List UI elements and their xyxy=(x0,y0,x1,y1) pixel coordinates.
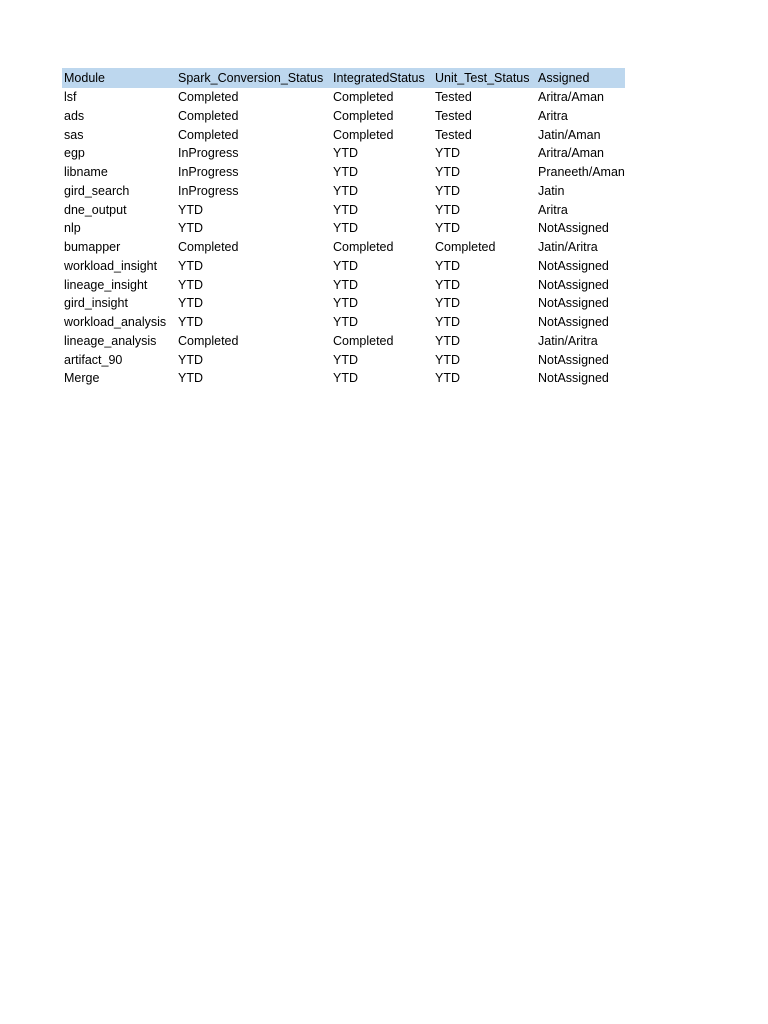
cell-unit-test-status: Tested xyxy=(435,108,472,123)
table-row xyxy=(62,351,625,370)
cell-assigned: Aritra xyxy=(538,108,568,123)
cell-module: artifact_90 xyxy=(64,352,123,367)
table-row xyxy=(62,219,625,238)
cell-assigned: NotAssigned xyxy=(538,371,609,386)
cell-integrated-status: YTD xyxy=(333,315,358,329)
header-unit-test-status: Unit_Test_Status xyxy=(433,68,536,88)
cell-assigned: Jatin/Aritra xyxy=(538,240,598,254)
cell-unit-test-status: Completed xyxy=(435,240,496,254)
cell-assigned: Jatin/Aritra xyxy=(538,333,598,348)
cell-unit-test-status: YTD xyxy=(435,277,460,292)
cell-integrated-status: Completed xyxy=(333,90,394,104)
table-row xyxy=(62,369,625,388)
cell-unit-test-status: YTD xyxy=(435,258,460,273)
cell-integrated-status: Completed xyxy=(333,240,394,254)
cell-assigned: Jatin xyxy=(538,183,565,198)
cell-integrated-status: YTD xyxy=(333,371,358,386)
cell-spark-conversion-status: YTD xyxy=(178,277,203,292)
cell-module: ads xyxy=(64,108,85,123)
cell-unit-test-status: Tested xyxy=(435,90,472,104)
cell-assigned: Jatin/Aman xyxy=(538,127,601,142)
header-assigned: Assigned xyxy=(536,68,625,88)
table-body xyxy=(62,88,625,388)
cell-spark-conversion-status: Completed xyxy=(178,90,239,104)
table-row xyxy=(62,201,625,220)
cell-unit-test-status: YTD xyxy=(435,352,460,367)
cell-assigned: Aritra/Aman xyxy=(538,90,604,104)
cell-integrated-status: Completed xyxy=(333,127,394,142)
cell-module: nlp xyxy=(64,221,81,236)
cell-integrated-status: YTD xyxy=(333,221,358,236)
cell-module: dne_output xyxy=(64,202,127,217)
cell-unit-test-status: YTD xyxy=(435,221,460,236)
table-row xyxy=(62,126,625,145)
cell-spark-conversion-status: InProgress xyxy=(178,165,239,179)
cell-assigned: NotAssigned xyxy=(538,315,609,329)
cell-spark-conversion-status: YTD xyxy=(178,296,203,311)
cell-module: sas xyxy=(64,127,84,142)
table-row xyxy=(62,144,625,163)
table-row xyxy=(62,163,625,182)
module-status-table xyxy=(62,68,625,388)
cell-spark-conversion-status: Completed xyxy=(178,127,239,142)
cell-module: gird_search xyxy=(64,183,130,198)
table-row xyxy=(62,88,625,107)
cell-unit-test-status: YTD xyxy=(435,296,460,311)
cell-module: libname xyxy=(64,165,108,179)
table-row xyxy=(62,332,625,351)
cell-module: workload_insight xyxy=(64,258,158,273)
cell-module: egp xyxy=(64,146,85,161)
cell-module: lineage_insight xyxy=(64,277,148,292)
cell-unit-test-status: Tested xyxy=(435,127,472,142)
cell-spark-conversion-status: Completed xyxy=(178,240,239,254)
cell-spark-conversion-status: YTD xyxy=(178,352,203,367)
cell-module: bumapper xyxy=(64,240,121,254)
cell-spark-conversion-status: YTD xyxy=(178,221,203,236)
table-row xyxy=(62,238,625,257)
cell-unit-test-status: YTD xyxy=(435,183,460,198)
cell-unit-test-status: YTD xyxy=(435,333,460,348)
header-integrated-status: IntegratedStatus xyxy=(331,68,433,88)
cell-integrated-status: YTD xyxy=(333,183,358,198)
table-header-row xyxy=(62,68,625,88)
cell-integrated-status: YTD xyxy=(333,277,358,292)
cell-unit-test-status: YTD xyxy=(435,202,460,217)
cell-spark-conversion-status: YTD xyxy=(178,202,203,217)
cell-integrated-status: Completed xyxy=(333,108,394,123)
cell-unit-test-status: YTD xyxy=(435,315,460,329)
cell-spark-conversion-status: YTD xyxy=(178,258,203,273)
cell-integrated-status: Completed xyxy=(333,333,394,348)
cell-assigned: Praneeth/Aman xyxy=(538,165,625,179)
cell-spark-conversion-status: Completed xyxy=(178,108,239,123)
cell-unit-test-status: YTD xyxy=(435,146,460,161)
cell-spark-conversion-status: InProgress xyxy=(178,146,239,161)
status-table-container xyxy=(62,68,625,388)
cell-module: lineage_analysis xyxy=(64,333,157,348)
cell-module: Merge xyxy=(64,371,100,386)
cell-spark-conversion-status: YTD xyxy=(178,371,203,386)
header-spark-conversion-status: Spark_Conversion_Status xyxy=(176,68,331,88)
cell-integrated-status: YTD xyxy=(333,202,358,217)
cell-assigned: Aritra/Aman xyxy=(538,146,604,161)
cell-module: lsf xyxy=(64,90,77,104)
table-row xyxy=(62,294,625,313)
cell-assigned: Aritra xyxy=(538,202,568,217)
table-row xyxy=(62,276,625,295)
header-module: Module xyxy=(62,68,176,88)
cell-unit-test-status: YTD xyxy=(435,371,460,386)
cell-spark-conversion-status: YTD xyxy=(178,315,203,329)
cell-unit-test-status: YTD xyxy=(435,165,460,179)
cell-integrated-status: YTD xyxy=(333,146,358,161)
cell-assigned: NotAssigned xyxy=(538,296,609,311)
table-row xyxy=(62,107,625,126)
cell-spark-conversion-status: InProgress xyxy=(178,183,239,198)
cell-integrated-status: YTD xyxy=(333,296,358,311)
cell-assigned: NotAssigned xyxy=(538,221,609,236)
cell-module: gird_insight xyxy=(64,296,128,311)
cell-assigned: NotAssigned xyxy=(538,352,609,367)
cell-assigned: NotAssigned xyxy=(538,258,609,273)
table-row xyxy=(62,182,625,201)
table-row xyxy=(62,313,625,332)
table-row xyxy=(62,257,625,276)
cell-assigned: NotAssigned xyxy=(538,277,609,292)
cell-integrated-status: YTD xyxy=(333,165,358,179)
cell-integrated-status: YTD xyxy=(333,352,358,367)
cell-integrated-status: YTD xyxy=(333,258,358,273)
cell-spark-conversion-status: Completed xyxy=(178,333,239,348)
cell-module: workload_analysis xyxy=(64,315,167,329)
